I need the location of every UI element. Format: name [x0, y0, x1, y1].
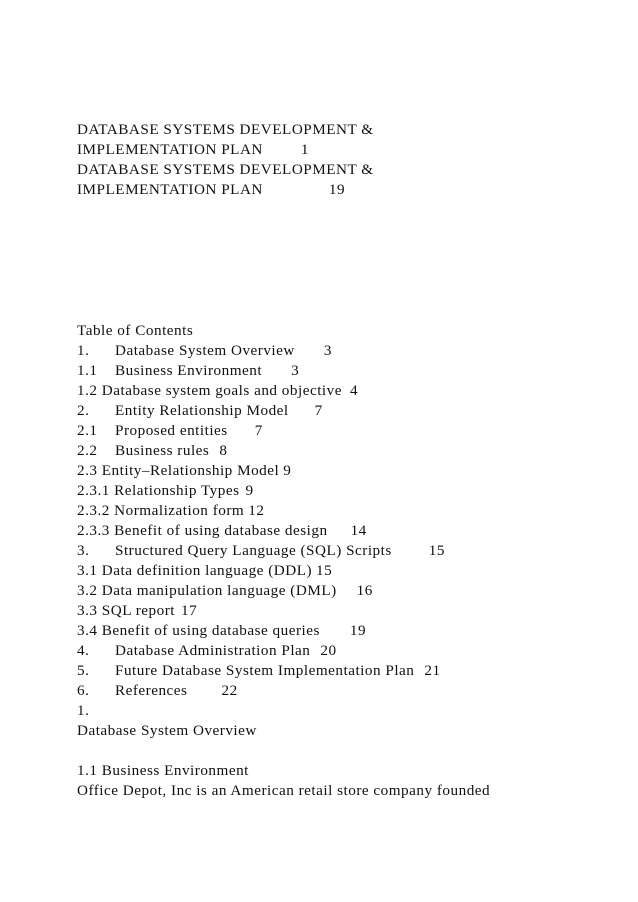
- toc-entry-page: 15: [316, 562, 333, 579]
- toc-entry-page: 9: [283, 462, 292, 479]
- toc-entry-number: 2.: [77, 402, 90, 419]
- toc-entry[interactable]: [77, 381, 358, 401]
- toc-entry-number: 2.2: [77, 442, 98, 459]
- toc-entry-text: Structured Query Language (SQL) Scripts: [115, 542, 392, 559]
- toc-entry-page: 3: [291, 362, 300, 379]
- toc-entry-page: 9: [245, 482, 254, 499]
- toc-entry-text: References: [115, 682, 188, 699]
- section-number: 1.: [77, 702, 90, 719]
- toc-entry[interactable]: [77, 601, 197, 621]
- toc-entry-page: 3: [323, 342, 332, 359]
- toc-entry[interactable]: [77, 501, 264, 521]
- running-header-text: IMPLEMENTATION PLAN: [77, 181, 263, 198]
- toc-entry[interactable]: [77, 361, 299, 381]
- toc-entry-page: 8: [219, 442, 228, 459]
- running-header-text: IMPLEMENTATION PLAN: [77, 141, 263, 158]
- toc-entry-page: 15: [428, 542, 445, 559]
- toc-entry-page: 22: [221, 682, 238, 699]
- toc-entry[interactable]: [77, 441, 227, 461]
- toc-entry-number: 3.: [77, 542, 90, 559]
- toc-entry-number: 4.: [77, 642, 90, 659]
- toc-entry-text: Future Database System Implementation Plan: [115, 662, 415, 679]
- subsection-heading: 1.1 Business Environment: [77, 762, 249, 779]
- running-header-line-3: DATABASE SYSTEMS DEVELOPMENT &: [77, 161, 374, 178]
- toc-entry-text: 2.3 Entity–Relationship Model: [77, 462, 280, 479]
- toc-entry[interactable]: [77, 521, 367, 541]
- toc-entry-page: 7: [314, 402, 323, 419]
- toc-entry-page: 20: [320, 642, 337, 659]
- toc-entry-text: 3.2 Data manipulation language (DML): [77, 582, 337, 599]
- toc-entry-page: 7: [254, 422, 263, 439]
- toc-entry-page: 4: [349, 382, 359, 399]
- toc-entry[interactable]: [77, 561, 332, 581]
- toc-entry-text: Proposed entities: [115, 422, 228, 439]
- toc-entry-text: Entity Relationship Model: [115, 402, 289, 419]
- toc-entry-text: 3.4 Benefit of using database queries: [77, 622, 320, 639]
- toc-entry-page: 14: [350, 522, 367, 539]
- toc-entry-page: 16: [356, 582, 373, 599]
- toc-entry-text: Database Administration Plan: [115, 642, 311, 659]
- toc-title: Table of Contents: [77, 322, 194, 339]
- toc-entry-text: 3.1 Data definition language (DDL): [77, 562, 313, 579]
- toc-entry-text: 2.3.2 Normalization form: [77, 502, 245, 519]
- toc-entry[interactable]: [77, 341, 332, 361]
- toc-entry-number: 5.: [77, 662, 90, 679]
- toc-entry-text: 1.2 Database system goals and objective: [77, 382, 342, 399]
- running-header-line-2: [77, 140, 309, 160]
- toc-entry-number: 2.1: [77, 422, 98, 439]
- toc-entry-number: 1.: [77, 342, 90, 359]
- toc-entry[interactable]: [77, 401, 323, 421]
- toc-entry-number: 6.: [77, 682, 90, 699]
- toc-entry[interactable]: [77, 621, 366, 641]
- toc-entry[interactable]: [77, 461, 291, 481]
- toc-entry-number: 1.1: [77, 362, 98, 379]
- toc-entry-text: Database System Overview: [115, 342, 295, 359]
- toc-entry-text: Business rules: [115, 442, 210, 459]
- toc-entry[interactable]: [77, 421, 263, 441]
- toc-entry-page: 12: [248, 502, 265, 519]
- toc-entry[interactable]: [77, 541, 445, 561]
- toc-entry[interactable]: [77, 581, 373, 601]
- toc-entry-page: 17: [180, 602, 198, 619]
- toc-entry-page: 19: [349, 622, 367, 639]
- section-heading: Database System Overview: [77, 722, 257, 739]
- toc-entry[interactable]: [77, 681, 238, 701]
- toc-entry[interactable]: [77, 641, 337, 661]
- toc-entry-text: 3.3 SQL report: [77, 602, 175, 619]
- toc-entry-text: 2.3.3 Benefit of using database design: [77, 522, 328, 539]
- toc-entry-page: 21: [424, 662, 441, 679]
- running-header-line-1: DATABASE SYSTEMS DEVELOPMENT &: [77, 121, 374, 138]
- body-paragraph: Office Depot, Inc is an American retail store company founded: [77, 782, 491, 799]
- toc-entry[interactable]: [77, 661, 441, 681]
- running-header-page: 19: [328, 181, 346, 198]
- toc-entry[interactable]: [77, 481, 254, 501]
- toc-entry-text: 2.3.1 Relationship Types: [77, 482, 240, 499]
- running-header-line-4: [77, 180, 345, 200]
- toc-entry-text: Business Environment: [115, 362, 263, 379]
- running-header-page: 1: [300, 141, 309, 158]
